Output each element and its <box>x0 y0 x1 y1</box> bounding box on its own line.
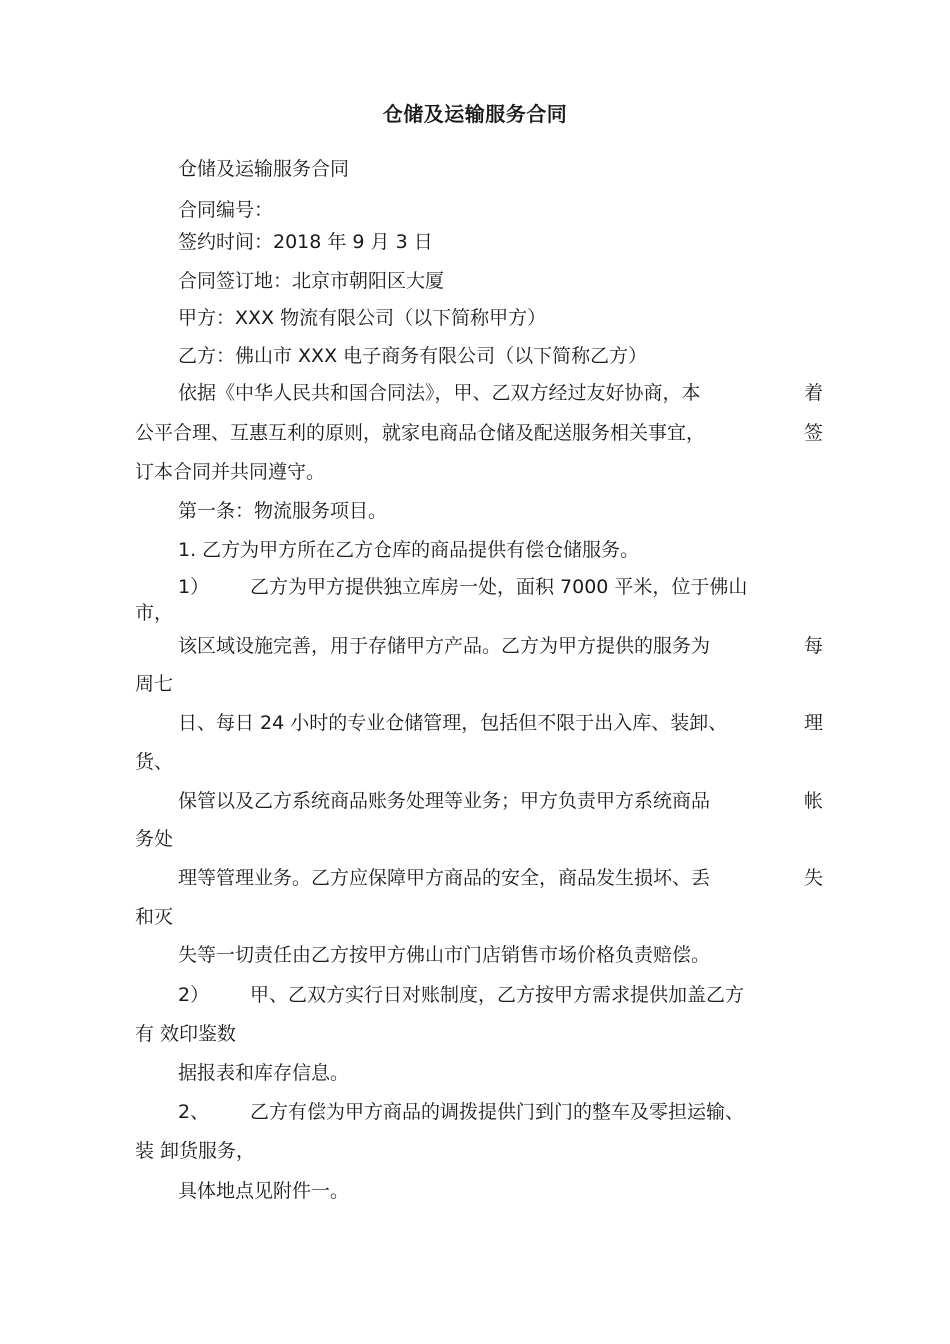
preamble-text: 签 <box>803 422 823 444</box>
article-1-heading: 第一条：物流服务项目。 <box>178 500 388 522</box>
clause-number: 2） <box>178 984 210 1006</box>
item-2-line-1 <box>178 1099 744 1125</box>
item-1: 1. 乙方为甲方所在乙方仓库的商品提供有偿仓储服务。 <box>178 539 640 561</box>
clause-text: 帐 <box>803 790 823 812</box>
sub-1-line-9 <box>178 865 823 891</box>
preamble-text: 公平合理、互惠互利的原则，就家电商品仓储及配送服务相关事宜， <box>135 422 706 444</box>
item-2-line-3: 具体地点见附件一。 <box>178 1180 350 1202</box>
preamble-line-1 <box>178 380 823 406</box>
party-a: 甲方：XXX 物流有限公司（以下简称甲方） <box>178 307 547 329</box>
clause-text: 乙方为甲方提供独立库房一处，面积 7000 平米，位于佛山 <box>250 576 748 598</box>
sub-1-line-1 <box>178 574 747 600</box>
sub-1-line-11: 失等一切责任由乙方按甲方佛山市门店销售市场价格负责赔偿。 <box>178 944 711 966</box>
contract-number: 合同编号： <box>178 199 274 221</box>
preamble-text: 依据《中华人民共和国合同法》，甲、乙双方经过友好协商，本 <box>178 382 701 404</box>
preamble-line-3: 订本合同并共同遵守。 <box>135 461 326 483</box>
preamble-line-2 <box>135 420 823 446</box>
sub-2-line-1 <box>178 982 744 1008</box>
sub-1-line-8: 务处 <box>135 828 174 850</box>
sub-1-line-3 <box>178 633 823 659</box>
sub-1-line-10: 和灭 <box>135 906 174 928</box>
sub-1-line-4: 周七 <box>135 673 174 695</box>
clause-text: 乙方有偿为甲方商品的调拨提供门到门的整车及零担运输、 <box>250 1101 745 1123</box>
clause-text: 该区域设施完善，用于存储甲方产品。乙方为甲方提供的服务为 <box>178 635 711 657</box>
clause-text: 保管以及乙方系统商品账务处理等业务；甲方负责甲方系统商品 <box>178 790 711 812</box>
item-2-line-2: 装 卸货服务， <box>135 1140 256 1162</box>
sub-1-line-5 <box>178 710 823 736</box>
sign-place: 合同签订地：北京市朝阳区大厦 <box>178 270 445 292</box>
clause-text: 甲、乙双方实行日对账制度，乙方按甲方需求提供加盖乙方 <box>250 984 745 1006</box>
clause-text: 理 <box>803 712 823 734</box>
sub-2-line-2: 有 效印鉴数 <box>135 1023 237 1045</box>
clause-text: 失 <box>803 867 823 889</box>
party-b: 乙方：佛山市 XXX 电子商务有限公司（以下简称乙方） <box>178 345 648 367</box>
contract-subtitle: 仓储及运输服务合同 <box>178 158 350 180</box>
clause-text: 理等管理业务。乙方应保障甲方商品的安全，商品发生损坏、丢 <box>178 867 711 889</box>
sub-1-line-2: 市， <box>135 602 174 624</box>
clause-number: 1） <box>178 576 210 598</box>
sign-date: 签约时间：2018 年 9 月 3 日 <box>178 231 433 253</box>
preamble-text: 着 <box>803 382 823 404</box>
sub-1-line-7 <box>178 788 823 814</box>
sub-2-line-3: 据报表和库存信息。 <box>178 1062 350 1084</box>
document-title: 仓储及运输服务合同 <box>382 102 568 126</box>
sub-1-line-6: 货、 <box>135 751 174 773</box>
clause-text: 日、每日 24 小时的专业仓储管理，包括但不限于出入库、装卸、 <box>178 712 728 734</box>
clause-number: 2、 <box>178 1101 210 1123</box>
clause-text: 每 <box>803 635 823 657</box>
